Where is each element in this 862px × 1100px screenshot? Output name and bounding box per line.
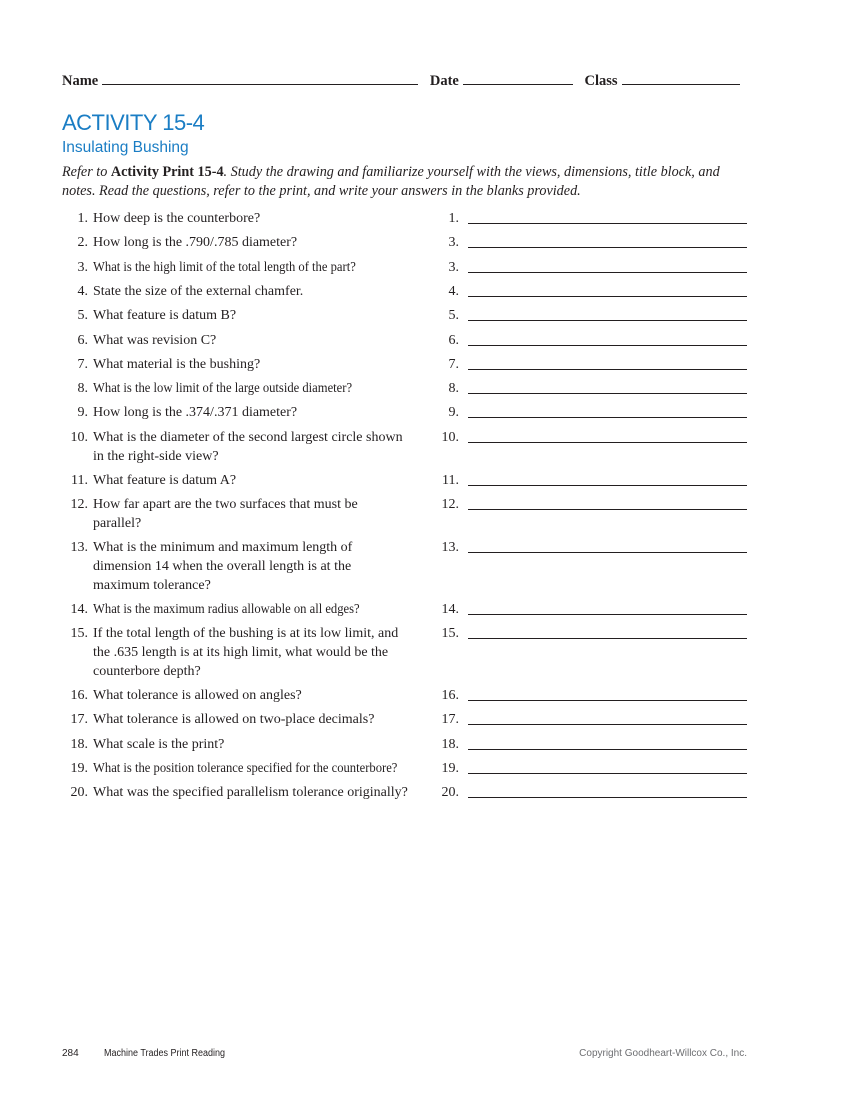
question-line-text: counterbore depth? bbox=[93, 664, 201, 679]
answer-blank[interactable] bbox=[468, 247, 747, 248]
question-text bbox=[93, 710, 374, 729]
question-number: 12. bbox=[70, 497, 88, 512]
answer-number: 18. bbox=[441, 737, 459, 752]
question-line-text: What material is the bushing? bbox=[93, 357, 261, 372]
question-text bbox=[93, 759, 431, 778]
question-number: 20. bbox=[70, 785, 88, 800]
answer-blank[interactable] bbox=[468, 442, 747, 443]
question-line bbox=[93, 576, 352, 595]
answer-blank[interactable] bbox=[468, 485, 747, 486]
question-text bbox=[93, 624, 398, 681]
question-line bbox=[93, 379, 381, 398]
answer-blank[interactable] bbox=[468, 296, 747, 297]
question-text bbox=[93, 538, 352, 595]
question-line-text: dimension 14 when the overall length is at the bbox=[93, 559, 352, 574]
question-line-text: How far apart are the two surfaces that must be bbox=[93, 497, 358, 512]
question-line bbox=[93, 514, 358, 533]
intro-prefix: Refer to bbox=[62, 164, 111, 180]
question-text bbox=[93, 403, 297, 422]
question-line-text: What is the low limit of the large outside diameter? bbox=[93, 381, 353, 396]
question-line bbox=[93, 759, 431, 778]
question-text bbox=[93, 471, 236, 490]
question-line-text: What was revision C? bbox=[93, 333, 217, 348]
question-line bbox=[93, 331, 216, 350]
answer-number: 20. bbox=[441, 785, 459, 800]
intro-suffix: . Study the drawing and familiarize yourself with the views, dimensions, title block, and notes. Read the questions, refer to the print, and write your answers in the blanks provided. bbox=[62, 164, 720, 199]
question-text bbox=[93, 233, 297, 252]
answer-number: 5. bbox=[448, 308, 459, 323]
answer-number: 11. bbox=[442, 473, 459, 488]
question-line-text: What is the high limit of the total length of the part? bbox=[93, 260, 356, 275]
question-text bbox=[93, 306, 236, 325]
question-line-text: What was the specified parallelism tolerance originally? bbox=[93, 785, 408, 800]
question-line bbox=[93, 447, 403, 466]
answer-blank[interactable] bbox=[468, 509, 747, 510]
question-line bbox=[93, 233, 297, 252]
question-text bbox=[93, 428, 403, 466]
question-text bbox=[93, 258, 385, 277]
question-line bbox=[93, 209, 260, 228]
question-line bbox=[93, 258, 385, 277]
question-line bbox=[93, 735, 224, 754]
question-line-text: How long is the .374/.371 diameter? bbox=[93, 405, 298, 420]
answer-number: 14. bbox=[441, 602, 459, 617]
question-text bbox=[93, 600, 389, 619]
question-number: 6. bbox=[77, 333, 88, 348]
answer-number: 19. bbox=[441, 761, 459, 776]
answer-number: 15. bbox=[441, 626, 459, 641]
question-line-text: What scale is the print? bbox=[93, 737, 225, 752]
answer-blank[interactable] bbox=[468, 369, 747, 370]
question-line bbox=[93, 282, 303, 301]
answer-number: 1. bbox=[448, 211, 459, 226]
question-line bbox=[93, 662, 398, 681]
question-line bbox=[93, 624, 398, 643]
answer-number: 4. bbox=[448, 284, 459, 299]
question-text bbox=[93, 331, 216, 350]
question-line bbox=[93, 306, 236, 325]
answer-number: 16. bbox=[441, 688, 459, 703]
answer-number: 10. bbox=[441, 430, 459, 445]
question-line-text: How long is the .790/.785 diameter? bbox=[93, 235, 298, 250]
question-line bbox=[93, 643, 398, 662]
question-number: 9. bbox=[77, 405, 88, 420]
question-number: 5. bbox=[77, 308, 88, 323]
answer-blank[interactable] bbox=[468, 320, 747, 321]
question-line-text: What is the diameter of the second largest circle shown bbox=[93, 430, 403, 445]
answer-number: 3. bbox=[448, 260, 459, 275]
answer-blank[interactable] bbox=[468, 724, 747, 725]
question-text bbox=[93, 495, 358, 533]
question-text bbox=[93, 355, 260, 374]
question-line bbox=[93, 355, 260, 374]
class-label: Class bbox=[584, 73, 618, 89]
question-number: 4. bbox=[77, 284, 88, 299]
question-line-text: State the size of the external chamfer. bbox=[93, 284, 304, 299]
question-number: 7. bbox=[77, 357, 88, 372]
answer-blank[interactable] bbox=[468, 223, 747, 224]
answer-blank[interactable] bbox=[468, 417, 747, 418]
question-line bbox=[93, 538, 352, 557]
answer-blank[interactable] bbox=[468, 797, 747, 798]
question-line-text: What is the position tolerance specified for the counterbore? bbox=[93, 761, 398, 776]
question-line bbox=[93, 600, 389, 619]
question-number: 17. bbox=[70, 712, 88, 727]
question-text bbox=[93, 282, 303, 301]
book-title: Machine Trades Print Reading bbox=[104, 1048, 226, 1059]
answer-blank[interactable] bbox=[468, 773, 747, 774]
page-number: 284 bbox=[62, 1048, 79, 1059]
answer-number: 6. bbox=[448, 333, 459, 348]
answer-number: 8. bbox=[448, 381, 459, 396]
question-line bbox=[93, 783, 408, 802]
question-number: 1. bbox=[77, 211, 88, 226]
question-line-text: If the total length of the bushing is at its low limit, and bbox=[93, 626, 399, 641]
question-line-text: maximum tolerance? bbox=[93, 578, 211, 593]
question-line-text: What tolerance is allowed on angles? bbox=[93, 688, 302, 703]
intro-print-reference: Activity Print 15-4 bbox=[110, 164, 224, 180]
question-text bbox=[93, 379, 381, 398]
question-number: 8. bbox=[77, 381, 88, 396]
question-line bbox=[93, 471, 236, 490]
answer-number: 7. bbox=[448, 357, 459, 372]
question-number: 15. bbox=[70, 626, 88, 641]
answer-blank[interactable] bbox=[468, 638, 747, 639]
question-line bbox=[93, 428, 403, 447]
question-text bbox=[93, 735, 224, 754]
question-line bbox=[93, 686, 302, 705]
question-line-text: What is the maximum radius allowable on all edges? bbox=[93, 602, 360, 617]
class-blank[interactable] bbox=[622, 72, 740, 85]
question-number: 3. bbox=[77, 260, 88, 275]
question-line bbox=[93, 557, 352, 576]
question-number: 2. bbox=[77, 235, 88, 250]
answer-number: 3. bbox=[448, 235, 459, 250]
question-number: 13. bbox=[70, 540, 88, 555]
answer-number: 17. bbox=[441, 712, 459, 727]
instructions bbox=[62, 163, 752, 201]
answer-blank[interactable] bbox=[468, 272, 747, 273]
answer-blank[interactable] bbox=[468, 700, 747, 701]
copyright: Copyright Goodheart-Willcox Co., Inc. bbox=[579, 1048, 747, 1059]
question-number: 19. bbox=[70, 761, 88, 776]
date-label: Date bbox=[429, 73, 459, 89]
answer-blank[interactable] bbox=[468, 345, 747, 346]
question-number: 18. bbox=[70, 737, 88, 752]
question-line-text: What feature is datum A? bbox=[93, 473, 237, 488]
student-info-header bbox=[62, 72, 748, 90]
question-number: 14. bbox=[70, 602, 88, 617]
date-blank[interactable] bbox=[463, 72, 573, 85]
answer-blank[interactable] bbox=[468, 749, 747, 750]
question-line bbox=[93, 710, 374, 729]
answer-number: 12. bbox=[441, 497, 459, 512]
question-line-text: How deep is the counterbore? bbox=[93, 211, 261, 226]
question-line-text: in the right-side view? bbox=[93, 449, 219, 464]
answer-blank[interactable] bbox=[468, 614, 747, 615]
question-number: 11. bbox=[71, 473, 88, 488]
answer-blank[interactable] bbox=[468, 393, 747, 394]
activity-subtitle: Insulating Bushing bbox=[62, 139, 189, 156]
question-line bbox=[93, 403, 297, 422]
question-number: 10. bbox=[70, 430, 88, 445]
question-text bbox=[93, 783, 408, 802]
question-line-text: parallel? bbox=[93, 516, 142, 531]
activity-title: ACTIVITY 15-4 bbox=[62, 110, 205, 135]
question-line-text: What is the minimum and maximum length of bbox=[93, 540, 353, 555]
answer-number: 9. bbox=[448, 405, 459, 420]
name-label: Name bbox=[62, 73, 99, 89]
question-line-text: What feature is datum B? bbox=[93, 308, 237, 323]
question-number: 16. bbox=[70, 688, 88, 703]
question-line-text: the .635 length is at its high limit, what would be the bbox=[93, 645, 389, 660]
answer-blank[interactable] bbox=[468, 552, 747, 553]
name-blank[interactable] bbox=[102, 72, 418, 85]
question-line-text: What tolerance is allowed on two-place decimals? bbox=[93, 712, 375, 727]
answer-number: 13. bbox=[441, 540, 459, 555]
question-line bbox=[93, 495, 358, 514]
question-text bbox=[93, 686, 302, 705]
question-text bbox=[93, 209, 260, 228]
